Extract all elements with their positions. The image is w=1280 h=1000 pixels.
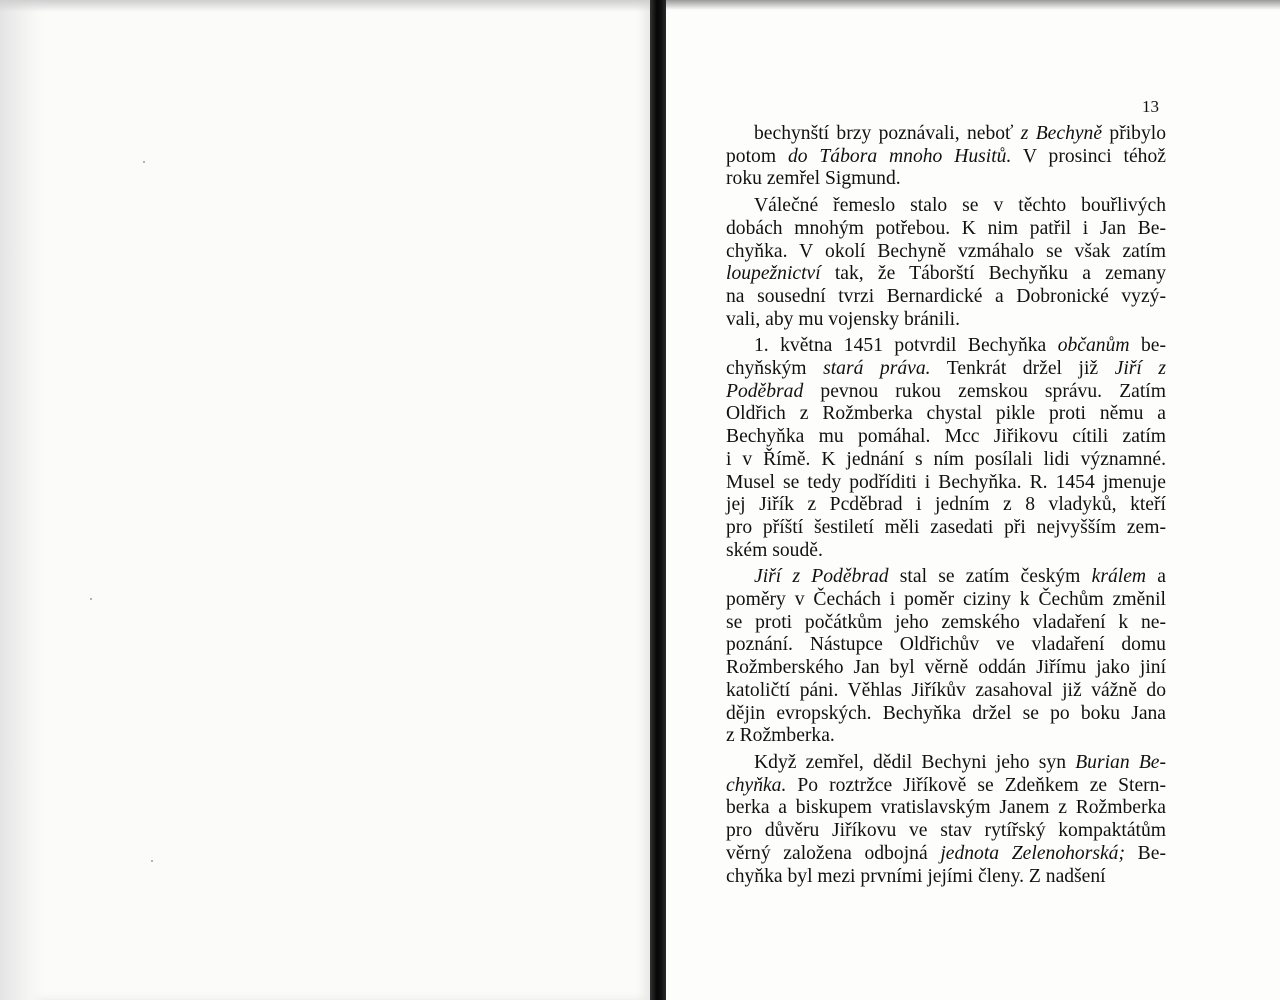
paper-speck xyxy=(151,860,153,862)
text-segment: dějin evropských. Bechyňka držel se po boku Jana xyxy=(726,702,1167,724)
text-line xyxy=(726,472,1166,495)
text-segment: Válečné řemeslo stalo se v těchto bouřlivých xyxy=(754,195,1167,217)
text-segment: katoličtí páni. Věhlas Jiříkův zasahoval již vážně do xyxy=(726,679,1166,701)
text-line xyxy=(726,657,1166,680)
text-segment: chyňským xyxy=(726,358,824,380)
right-page xyxy=(666,0,1280,1000)
text-segment: 1. května 1451 potvrdil Bechyňka xyxy=(754,335,1058,357)
text-segment: Musel se tedy podříditi i Bechyňka. R. 1454 jmenuje xyxy=(726,471,1166,493)
text-segment: tak, že Táborští Bechyňku a zemany xyxy=(820,263,1166,285)
italic-text: loupežnictví xyxy=(726,263,821,285)
text-line xyxy=(726,540,1166,563)
text-segment: berka a biskupem vratislavským Janem z Rožmberka xyxy=(726,797,1167,819)
text-segment: Tenkrát držel již xyxy=(930,358,1115,380)
text-segment: pro příští šestiletí měli zasedati při nejvyšším zem- xyxy=(726,516,1167,538)
text-segment: a xyxy=(1146,566,1166,588)
text-line xyxy=(726,797,1166,820)
text-line xyxy=(726,820,1166,843)
text-line xyxy=(726,752,1166,775)
italic-text: stará práva. xyxy=(823,358,931,380)
text-line xyxy=(726,680,1166,703)
text-line xyxy=(726,566,1166,589)
text-segment: bechynští brzy poznávali, neboť xyxy=(754,123,1021,144)
text-line xyxy=(726,703,1166,726)
italic-text: Jiří z Poděbrad xyxy=(754,566,889,588)
text-line xyxy=(726,381,1166,404)
text-segment: Be- xyxy=(1124,842,1166,864)
text-segment: be- xyxy=(1129,335,1167,357)
text-line xyxy=(726,843,1166,866)
text-line xyxy=(726,168,1166,191)
text-segment: pro důvěru Jiříkovu ve stav rytířský kompaktátům xyxy=(726,820,1166,842)
italic-text: Poděbrad xyxy=(726,380,804,402)
text-line xyxy=(726,403,1166,426)
text-segment: vali, aby mu vojensky bránili. xyxy=(726,308,960,330)
paper-speck xyxy=(90,598,92,600)
text-line xyxy=(726,449,1166,472)
text-line xyxy=(726,123,1166,146)
text-segment: poměry v Čechách i poměr ciziny k Čechům změnil xyxy=(726,589,1166,611)
paragraph xyxy=(726,123,1166,191)
left-page-top-shadow xyxy=(0,0,650,12)
text-segment: poznání. Nástupce Oldřichův ve vladaření domu xyxy=(726,634,1166,656)
text-segment: Bechyňka mu pomáhal. Mcc Jiřikovu cítili zatím xyxy=(726,426,1167,448)
text-segment: potom xyxy=(726,145,788,167)
text-line xyxy=(726,612,1166,635)
text-line xyxy=(726,725,1166,748)
text-segment: Rožmberského Jan byl věrně oddán Jiřímu jako jiní xyxy=(726,657,1167,679)
paragraph xyxy=(726,566,1166,748)
text-segment: i v Římě. K jednání s ním posílali lidi významné. xyxy=(726,448,1167,470)
text-segment: Oldřich z Rožmberka chystal pikle proti němu a xyxy=(726,403,1166,425)
text-line xyxy=(726,218,1166,241)
text-segment: roku zemřel Sigmund. xyxy=(726,168,901,190)
text-line xyxy=(726,286,1166,309)
text-line xyxy=(726,494,1166,517)
left-page-edge xyxy=(0,0,44,1000)
page-number: 13 xyxy=(1142,97,1159,116)
text-segment: chyňka byl mezi prvními jejími členy. Z nadšení xyxy=(726,865,1106,887)
paper-speck xyxy=(143,161,145,163)
text-segment: na sousední tvrzi Bernardické a Dobronické vyzý- xyxy=(726,285,1166,307)
italic-text: občanům xyxy=(1057,335,1130,357)
text-segment: z Rožmberka. xyxy=(726,725,835,747)
text-line xyxy=(726,195,1166,218)
italic-text: Burian Be- xyxy=(1075,751,1167,773)
text-segment: V prosinci téhož xyxy=(1011,145,1166,167)
text-segment: stal se zatím českým xyxy=(888,566,1092,588)
text-segment: pevnou rukou zemskou správu. Zatím xyxy=(803,380,1166,402)
text-line xyxy=(726,146,1166,169)
text-segment: Když zemřel, dědil Bechyni jeho syn xyxy=(754,751,1076,773)
text-line xyxy=(726,335,1166,358)
paragraph xyxy=(726,335,1166,562)
text-segment: se proti počátkům jeho zemského vladaření k ne- xyxy=(726,611,1166,633)
text-line xyxy=(726,589,1166,612)
text-line xyxy=(726,775,1166,798)
italic-text: králem xyxy=(1091,566,1147,588)
right-page-top-shadow xyxy=(666,0,1280,10)
italic-text: z Bechyně xyxy=(1020,123,1103,144)
text-segment: dobách mnohým potřebou. K nim patřil i Jan Be- xyxy=(726,217,1166,239)
italic-text: Jiří z xyxy=(1114,358,1167,380)
text-line xyxy=(726,358,1166,381)
text-line xyxy=(726,263,1166,286)
text-line xyxy=(726,634,1166,657)
book-gutter xyxy=(650,0,666,1000)
text-line xyxy=(726,866,1166,889)
text-segment: jej Jiřík z Pcděbrad i jedním z 8 vladyků, kteří xyxy=(726,494,1166,516)
text-segment: chyňka. V okolí Bechyně vzmáhalo se však zatím xyxy=(726,240,1167,262)
text-line xyxy=(726,241,1166,264)
text-segment: Po roztržce Jiříkově se Zdeňkem ze Stern- xyxy=(786,774,1167,796)
italic-text: do Tábora mnoho Husitů. xyxy=(787,145,1012,167)
italic-text: chyňka. xyxy=(726,774,787,796)
italic-text: jednota Zelenohorská; xyxy=(940,842,1125,864)
text-line xyxy=(726,517,1166,540)
text-segment: přibylo xyxy=(1102,123,1166,144)
text-line xyxy=(726,426,1166,449)
text-line xyxy=(726,309,1166,332)
paragraph xyxy=(726,195,1166,331)
text-segment: ském soudě. xyxy=(726,539,823,561)
body-text xyxy=(726,123,1166,892)
paragraph xyxy=(726,752,1166,888)
text-segment: věrný založena odbojná xyxy=(726,842,941,864)
